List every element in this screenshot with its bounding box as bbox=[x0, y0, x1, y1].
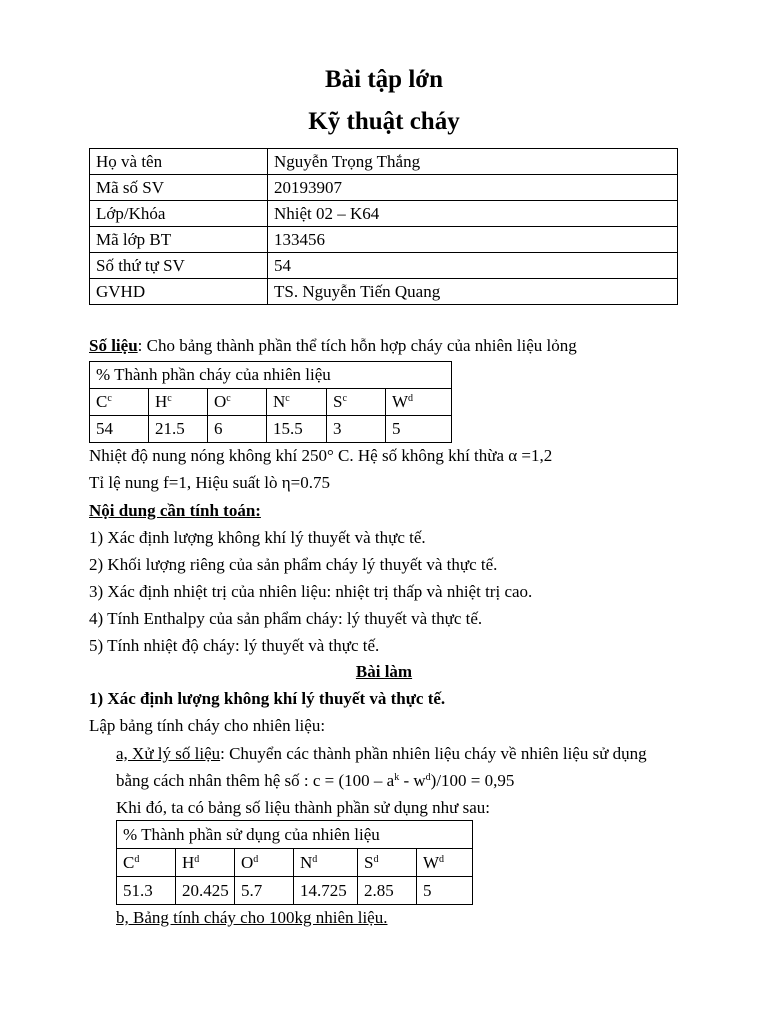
table-row bbox=[90, 279, 678, 305]
khi-do-text: Khi đó, ta có bảng số liệu thành phần sử dụng như sau: bbox=[116, 798, 490, 817]
title-line-1: Bài tập lớn bbox=[324, 66, 444, 93]
table-cell: 3 bbox=[327, 416, 386, 443]
task-item: 4) Tính Enthalpy của sản phẩm cháy: lý thuyết và thực tế. bbox=[89, 609, 483, 628]
table-cell: 2.85 bbox=[358, 877, 417, 905]
bang-tinh-heading: b, Bảng tính cháy cho 100kg nhiên liệu. bbox=[116, 908, 388, 927]
col-header: $W^d$ bbox=[386, 389, 452, 416]
table-cell: 5.7 bbox=[235, 877, 294, 905]
lap-bang-text: Lập bảng tính cháy cho nhiên liệu: bbox=[89, 716, 326, 735]
info-value: Nguyễn Trọng Thắng bbox=[268, 149, 678, 175]
usage-composition-table bbox=[116, 820, 473, 905]
task-item: 2) Khối lượng riêng của sản phẩm cháy lý thuyết và thực tế. bbox=[89, 555, 498, 574]
col-header: $S^d$ bbox=[358, 849, 417, 877]
table-header-row bbox=[90, 362, 452, 389]
info-value: TS. Nguyễn Tiến Quang bbox=[268, 279, 678, 305]
student-info-table bbox=[89, 148, 678, 305]
col-header: $N^c$ bbox=[267, 389, 327, 416]
table-row bbox=[90, 201, 678, 227]
table-cell: 20.425 bbox=[176, 877, 235, 905]
table-cell: 14.725 bbox=[294, 877, 358, 905]
formula-line: bằng cách nhân thêm hệ số : $c = (100 - a^k - w^d)/100 = 0,95$ bbox=[116, 771, 515, 790]
combustion-composition-table bbox=[89, 361, 452, 443]
task-item: 1) Xác định lượng không khí lý thuyết và thực tế. bbox=[89, 528, 426, 547]
so-lieu-paragraph bbox=[89, 336, 577, 356]
table-header-row bbox=[117, 821, 473, 849]
table-cell: 6 bbox=[208, 416, 267, 443]
table-row bbox=[90, 416, 452, 443]
col-header: $W^d$ bbox=[417, 849, 473, 877]
table-row bbox=[117, 877, 473, 905]
table-cell: 5 bbox=[417, 877, 473, 905]
table-cell: 54 bbox=[90, 416, 149, 443]
info-value: 20193907 bbox=[268, 175, 678, 201]
xu-ly-text: : Chuyển các thành phần nhiên liệu cháy về nhiên liệu sử dụng bbox=[220, 744, 647, 763]
info-label: GVHD bbox=[90, 279, 268, 305]
col-header: $N^d$ bbox=[294, 849, 358, 877]
param-line: Tỉ lệ nung f=1, Hiệu suất lò η=0.75 bbox=[89, 473, 331, 492]
col-header: $H^d$ bbox=[176, 849, 235, 877]
table-cell: 51.3 bbox=[117, 877, 176, 905]
table-row bbox=[90, 149, 678, 175]
noi-dung-heading: Nội dung cần tính toán: bbox=[89, 501, 261, 520]
info-label: Mã lớp BT bbox=[90, 227, 268, 253]
table-row bbox=[117, 849, 473, 877]
table-cell: 5 bbox=[386, 416, 452, 443]
info-label: Lớp/Khóa bbox=[90, 201, 268, 227]
table-header: % Thành phần sử dụng của nhiên liệu bbox=[117, 821, 473, 849]
so-lieu-text: : Cho bảng thành phần thể tích hỗn hợp cháy của nhiên liệu lỏng bbox=[137, 336, 577, 355]
info-value: 133456 bbox=[268, 227, 678, 253]
table-row bbox=[90, 175, 678, 201]
col-header: $C^c$ bbox=[90, 389, 149, 416]
table-cell: 15.5 bbox=[267, 416, 327, 443]
title-line-2: Kỹ thuật cháy bbox=[308, 108, 460, 135]
table-header: % Thành phần cháy của nhiên liệu bbox=[90, 362, 452, 389]
so-lieu-label: Số liệu bbox=[89, 336, 138, 355]
info-value: 54 bbox=[268, 253, 678, 279]
info-label: Họ và tên bbox=[90, 149, 268, 175]
table-cell: 21.5 bbox=[149, 416, 208, 443]
col-header: $C^d$ bbox=[117, 849, 176, 877]
xu-ly-paragraph bbox=[116, 744, 647, 764]
table-row bbox=[90, 253, 678, 279]
table-row bbox=[90, 389, 452, 416]
bai-lam-heading: Bài làm bbox=[355, 662, 413, 681]
col-header: $H^c$ bbox=[149, 389, 208, 416]
section-1-heading: 1) Xác định lượng không khí lý thuyết và thực tế. bbox=[89, 689, 446, 708]
col-header: $S^c$ bbox=[327, 389, 386, 416]
col-header: $O^c$ bbox=[208, 389, 267, 416]
info-label: Số thứ tự SV bbox=[90, 253, 268, 279]
param-line: Nhiệt độ nung nóng không khí 250° C. Hệ số không khí thừa α =1,2 bbox=[89, 446, 553, 465]
col-header: $O^d$ bbox=[235, 849, 294, 877]
xu-ly-label: a, Xử lý số liệu bbox=[116, 744, 221, 763]
task-item: 5) Tính nhiệt độ cháy: lý thuyết và thực tế. bbox=[89, 636, 380, 655]
info-label: Mã số SV bbox=[90, 175, 268, 201]
info-value: Nhiệt 02 – K64 bbox=[268, 201, 678, 227]
table-row bbox=[90, 227, 678, 253]
task-item: 3) Xác định nhiệt trị của nhiên liệu: nhiệt trị thấp và nhiệt trị cao. bbox=[89, 582, 533, 601]
